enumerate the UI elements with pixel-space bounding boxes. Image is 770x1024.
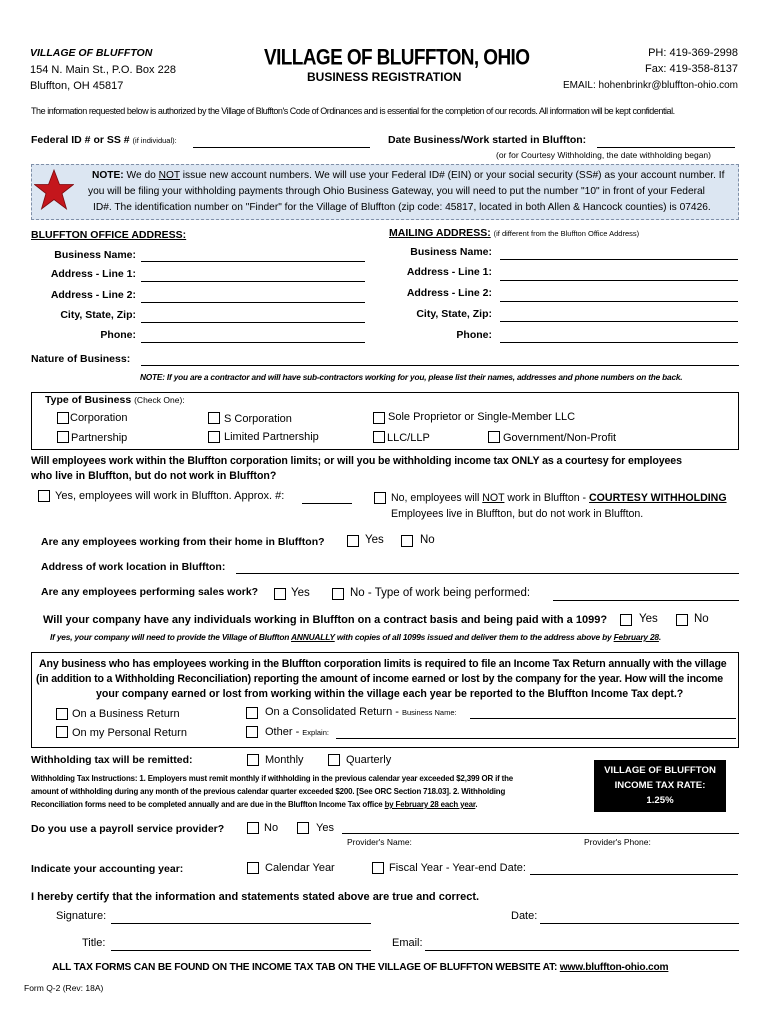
employees-no-checkbox[interactable] (374, 492, 386, 504)
mailing-business-name-label: Business Name: (410, 246, 492, 258)
signature-field[interactable] (111, 923, 371, 924)
date-started-label: Date Business/Work started in Bluffton: (388, 134, 587, 146)
nature-note: NOTE: If you are a contractor and will have sub-contractors working for you, please list their names, addresses and phone numbers on the back. (140, 372, 683, 382)
withholding-instr-2: amount of withholding during any month of the previous calendar quarter exceeded $200. [See ORC Section 718.03]. 2. Withholding (31, 787, 506, 796)
corporation-checkbox[interactable] (57, 412, 69, 424)
partnership-checkbox[interactable] (57, 431, 69, 443)
nature-field[interactable] (141, 365, 739, 366)
note-line-1: NOTE: We do NOT issue new account numbers. We will use your Federal ID# (EIN) or your social security (SS#) as your account number. If (92, 170, 725, 181)
mailing-business-name-field[interactable] (500, 259, 738, 260)
certify-statement: I hereby certify that the information and statements stated above are true and correct. (31, 891, 480, 903)
contract-no-label: No (694, 613, 709, 625)
government-checkbox[interactable] (488, 431, 500, 443)
nature-label: Nature of Business: (31, 353, 131, 365)
office-address2-field[interactable] (141, 302, 365, 303)
payroll-yes-label: Yes (316, 822, 334, 834)
header-fax: Fax: 419-358-8137 (645, 63, 738, 75)
footer-text: ALL TAX FORMS CAN BE FOUND ON THE INCOME TAX TAB ON THE VILLAGE OF BLUFFTON WEBSITE AT: www.bluffton-ohio.com (52, 962, 669, 973)
office-business-name-label: Business Name: (54, 249, 136, 261)
intro-text: The information requested below is authorized by the Village of Bluffton's Code of Ordinances and is essential for the completion of our records. All information will be kept confidential. (31, 106, 675, 116)
note-line-3: ID#. The identification number on "Finder" for the Village of Bluffton (zip code: 45817, located in both Allen & Hancock counties) is 07426. (93, 202, 711, 213)
s-corporation-checkbox[interactable] (208, 412, 220, 424)
date-label: Date: (511, 910, 538, 922)
employees-no-line2: Employees live in Bluffton, but do not work in Bluffton. (391, 508, 644, 520)
business-return-label: On a Business Return (72, 708, 180, 720)
title-field[interactable] (111, 950, 371, 951)
sole-proprietor-label: Sole Proprietor or Single-Member LLC (388, 411, 576, 423)
other-return-label: Other - Explain: (265, 726, 329, 738)
home-question: Are any employees working from their home in Bluffton? (41, 536, 325, 548)
consolidated-business-field[interactable] (470, 718, 736, 719)
calendar-year-checkbox[interactable] (247, 862, 259, 874)
sales-no-checkbox[interactable] (332, 588, 344, 600)
home-yes-label: Yes (365, 534, 384, 546)
email-field[interactable] (425, 950, 739, 951)
accounting-year-label: Indicate your accounting year: (31, 863, 184, 875)
contract-yes-checkbox[interactable] (620, 614, 632, 626)
header-village: VILLAGE OF BLUFFTON (30, 47, 153, 59)
home-no-checkbox[interactable] (401, 535, 413, 547)
header-phone: PH: 419-369-2998 (648, 47, 738, 59)
limited-partnership-label: Limited Partnership (224, 431, 319, 443)
limited-partnership-checkbox[interactable] (208, 431, 220, 443)
withholding-label: Withholding tax will be remitted: (31, 754, 193, 766)
work-location-label: Address of work location in Bluffton: (41, 561, 226, 573)
contract-yes-label: Yes (639, 613, 658, 625)
partnership-label: Partnership (71, 432, 128, 444)
tax-rate-line-2: INCOME TAX RATE: (614, 780, 706, 791)
tax-rate-value: 1.25% (646, 795, 674, 806)
monthly-label: Monthly (265, 754, 304, 766)
llc-llp-label: LLC/LLP (387, 432, 430, 444)
date-field[interactable] (540, 923, 739, 924)
provider-field[interactable] (342, 833, 739, 834)
contract-note: If yes, your company will need to provide the Village of Bluffton ANNUALLY with copies of all 1099s issued and deliver them to the address above by February 28. (50, 632, 662, 642)
office-city-field[interactable] (141, 322, 365, 323)
mailing-address1-field[interactable] (500, 280, 738, 281)
type-business-label: Type of Business (Check One): (45, 394, 185, 406)
personal-return-checkbox[interactable] (56, 726, 68, 738)
sole-proprietor-checkbox[interactable] (373, 412, 385, 424)
withholding-instr-1: Withholding Tax Instructions: 1. Employers must remit monthly if withholding in the previous calendar year exceeded $2,399 OR if the (31, 774, 514, 783)
office-phone-label: Phone: (100, 329, 136, 341)
return-paragraph-2: (in addition to a Withholding Reconciliation) reporting the amount of income earned or lost by the company for the year. How will the income (36, 673, 723, 685)
tax-rate-line-1: VILLAGE OF BLUFFTON (604, 765, 716, 776)
work-location-field[interactable] (236, 573, 739, 574)
date-started-note: (or for Courtesy Withholding, the date withholding began) (496, 150, 711, 160)
office-business-name-field[interactable] (141, 261, 365, 262)
government-label: Government/Non-Profit (503, 432, 617, 444)
fiscal-year-end-field[interactable] (530, 874, 738, 875)
mailing-address2-label: Address - Line 2: (406, 287, 492, 299)
provider-phone-label: Provider's Phone: (584, 837, 651, 847)
office-city-label: City, State, Zip: (60, 309, 136, 321)
withholding-instr-3: Reconciliation forms need to be completed annually and are due in the Bluffton Income Tax office by February 28 each year. (31, 800, 478, 809)
llc-llp-checkbox[interactable] (373, 431, 385, 443)
consolidated-return-checkbox[interactable] (246, 707, 258, 719)
email-label: Email: (392, 937, 423, 949)
mailing-address2-field[interactable] (500, 301, 738, 302)
website-link[interactable]: www.bluffton-ohio.com (559, 962, 669, 973)
form-number: Form Q-2 (Rev: 18A) (24, 983, 104, 993)
return-paragraph-3: your company earned or lost from working within the village each year be reported to the Bluffton Income Tax dept.? (96, 688, 684, 700)
provider-name-label: Provider's Name: (347, 837, 412, 847)
office-address1-field[interactable] (141, 281, 365, 282)
contract-no-checkbox[interactable] (676, 614, 688, 626)
sales-yes-label: Yes (291, 587, 310, 599)
contract-question: Will your company have any individuals working in Bluffton on a contract basis and being paid with a 1099? (43, 614, 608, 626)
mailing-city-label: City, State, Zip: (416, 308, 492, 320)
other-return-checkbox[interactable] (246, 726, 258, 738)
header-address-2: Bluffton, OH 45817 (30, 80, 124, 92)
payroll-no-label: No (264, 822, 279, 834)
employees-yes-checkbox[interactable] (38, 490, 50, 502)
payroll-yes-checkbox[interactable] (297, 822, 309, 834)
quarterly-label: Quarterly (346, 754, 392, 766)
header-email: EMAIL: hohenbrinkr@bluffton-ohio.com (562, 80, 738, 91)
home-no-label: No (420, 534, 435, 546)
payroll-question: Do you use a payroll service provider? (31, 823, 225, 835)
sales-yes-checkbox[interactable] (274, 588, 286, 600)
page-title: VILLAGE OF BLUFFTON, OHIO (264, 46, 530, 71)
federal-id-label: Federal ID # or SS # (if individual): (31, 134, 177, 146)
other-explain-field[interactable] (336, 738, 736, 739)
employees-approx-field[interactable] (302, 503, 352, 504)
consolidated-return-label: On a Consolidated Return - Business Name: (265, 706, 457, 718)
office-address1-label: Address - Line 1: (50, 268, 136, 280)
title-label: Title: (82, 937, 106, 949)
signature-label: Signature: (56, 910, 107, 922)
employees-yes-label: Yes, employees will work in Bluffton. Approx. #: (55, 490, 285, 502)
home-yes-checkbox[interactable] (347, 535, 359, 547)
federal-id-field[interactable] (193, 147, 370, 148)
employees-no-label: No, employees will NOT work in Bluffton - COURTESY WITHHOLDING (391, 492, 727, 504)
mailing-phone-field[interactable] (500, 342, 738, 343)
sales-type-field[interactable] (553, 600, 739, 601)
page-subtitle: BUSINESS REGISTRATION (307, 70, 462, 84)
sales-question: Are any employees performing sales work? (41, 586, 259, 598)
mailing-city-field[interactable] (500, 321, 738, 322)
header-address-1: 154 N. Main St., P.O. Box 228 (30, 64, 176, 76)
quarterly-checkbox[interactable] (328, 754, 340, 766)
employees-question-1: Will employees work within the Bluffton corporation limits; or will you be withholding income tax ONLY as a courtesy for employees (31, 455, 682, 467)
mailing-address1-label: Address - Line 1: (406, 266, 492, 278)
employees-question-2: who live in Bluffton, but do not work in Bluffton? (31, 470, 277, 482)
date-started-field[interactable] (597, 147, 735, 148)
corporation-label: Corporation (70, 412, 128, 424)
mailing-address-heading: MAILING ADDRESS: (if different from the Bluffton Office Address) (389, 227, 640, 239)
return-paragraph-1: Any business who has employees working in the Bluffton corporation limits is required to file an Income Tax Return annually with the village (39, 658, 727, 670)
note-line-2: you will be filing your withholding payments through Ohio Business Gateway, you will need to put the number "10" in front of your Federal (88, 186, 705, 197)
fiscal-year-checkbox[interactable] (372, 862, 384, 874)
monthly-checkbox[interactable] (247, 754, 259, 766)
s-corporation-label: S Corporation (224, 413, 292, 425)
tax-rate-badge (594, 760, 726, 812)
mailing-phone-label: Phone: (456, 329, 492, 341)
sales-no-label: No - Type of work being performed: (350, 587, 531, 599)
fiscal-year-label: Fiscal Year - Year-end Date: (389, 862, 526, 874)
payroll-no-checkbox[interactable] (247, 822, 259, 834)
calendar-year-label: Calendar Year (265, 862, 335, 874)
business-return-checkbox[interactable] (56, 708, 68, 720)
office-address-heading: BLUFFTON OFFICE ADDRESS: (31, 229, 187, 241)
star-icon (34, 169, 74, 211)
personal-return-label: On my Personal Return (72, 727, 187, 739)
office-address2-label: Address - Line 2: (50, 289, 136, 301)
office-phone-field[interactable] (141, 342, 365, 343)
